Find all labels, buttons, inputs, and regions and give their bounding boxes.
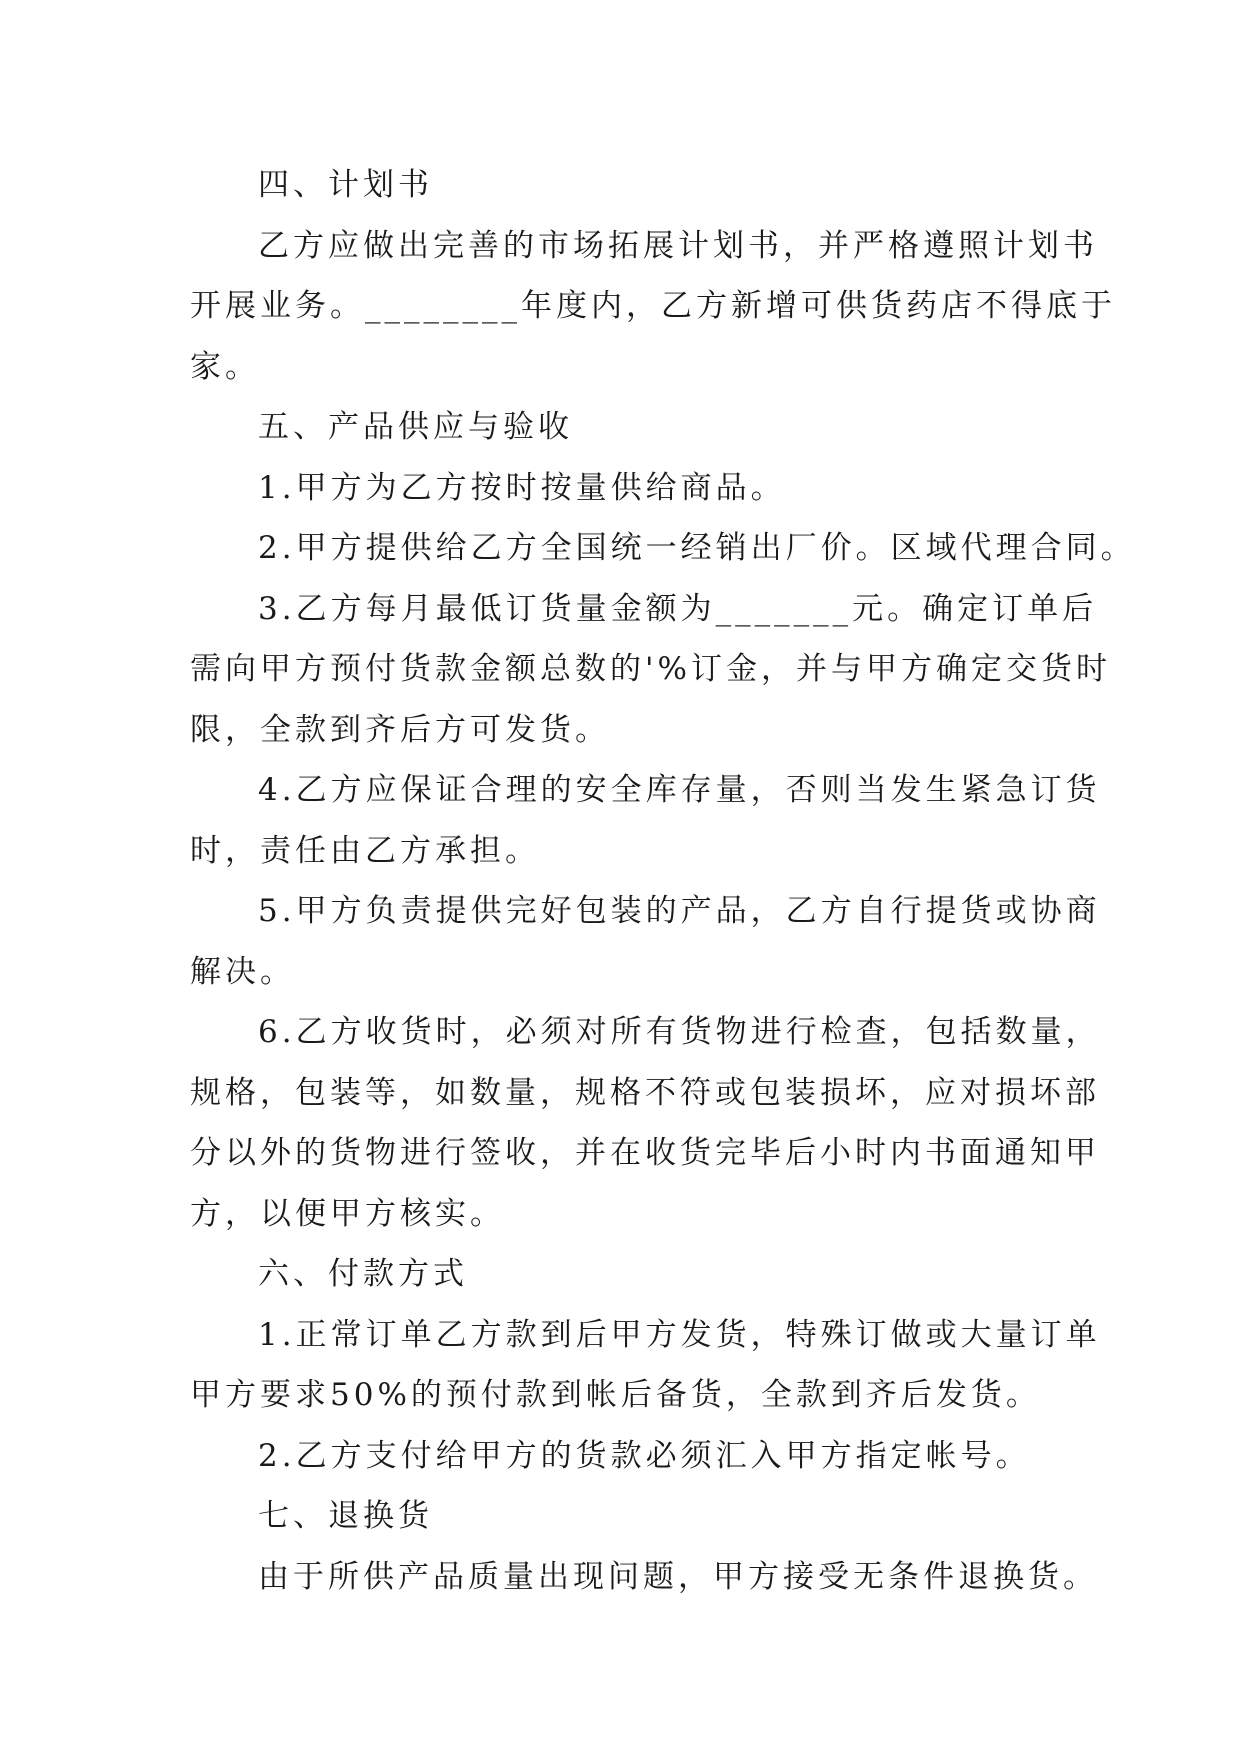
paragraph-line: 1.甲方为乙方按时按量供给商品。: [258, 469, 786, 506]
section-heading-returns: 七、退换货: [258, 1498, 433, 1534]
paragraph-line: 规格，包装等，如数量，规格不符或包装损坏，应对损坏部: [190, 1074, 1100, 1111]
paragraph-line: 甲方要求50%的预付款到帐后备货，全款到齐后发货。: [190, 1377, 1041, 1413]
paragraph-line: 需向甲方预付货款金额总数的'%订金，并与甲方确定交货时: [190, 651, 1111, 687]
paragraph-line: 3.乙方每月最低订货量金额为_______元。确定订单后: [258, 590, 1098, 627]
document-body: [190, 155, 1136, 1607]
paragraph-line: 解决。: [190, 953, 295, 990]
paragraph-line: 家。: [190, 348, 260, 385]
paragraph-line: 由于所供产品质量出现问题，甲方接受无条件退换货。: [258, 1558, 1098, 1595]
section-heading-plan: 四、计划书: [258, 167, 433, 203]
section-heading-payment: 六、付款方式: [258, 1256, 468, 1292]
paragraph-line: 时，责任由乙方承担。: [190, 832, 540, 869]
paragraph-line: 6.乙方收货时，必须对所有货物进行检查，包括数量，: [258, 1014, 1101, 1050]
section-heading-supply: 五、产品供应与验收: [258, 409, 573, 445]
paragraph-line: 4.乙方应保证合理的安全库存量，否则当发生紧急订货: [258, 772, 1101, 808]
paragraph-line: 限，全款到齐后方可发货。: [190, 711, 610, 748]
paragraph-line: 方，以便甲方核实。: [190, 1195, 505, 1232]
paragraph-line: 开展业务。________年度内，乙方新增可供货药店不得底于: [190, 288, 1116, 324]
paragraph-line: 5.甲方负责提供完好包装的产品，乙方自行提货或协商: [258, 893, 1101, 929]
paragraph-line: 1.正常订单乙方款到后甲方发货，特殊订做或大量订单: [258, 1316, 1101, 1353]
paragraph-line: 分以外的货物进行签收，并在收货完毕后小时内书面通知甲: [190, 1135, 1100, 1171]
paragraph-line: 2.甲方提供给乙方全国统一经销出厂价。区域代理合同。: [258, 530, 1136, 566]
paragraph-line: 2.乙方支付给甲方的货款必须汇入甲方指定帐号。: [258, 1437, 1031, 1474]
paragraph-line: 乙方应做出完善的市场拓展计划书，并严格遵照计划书: [258, 227, 1098, 264]
